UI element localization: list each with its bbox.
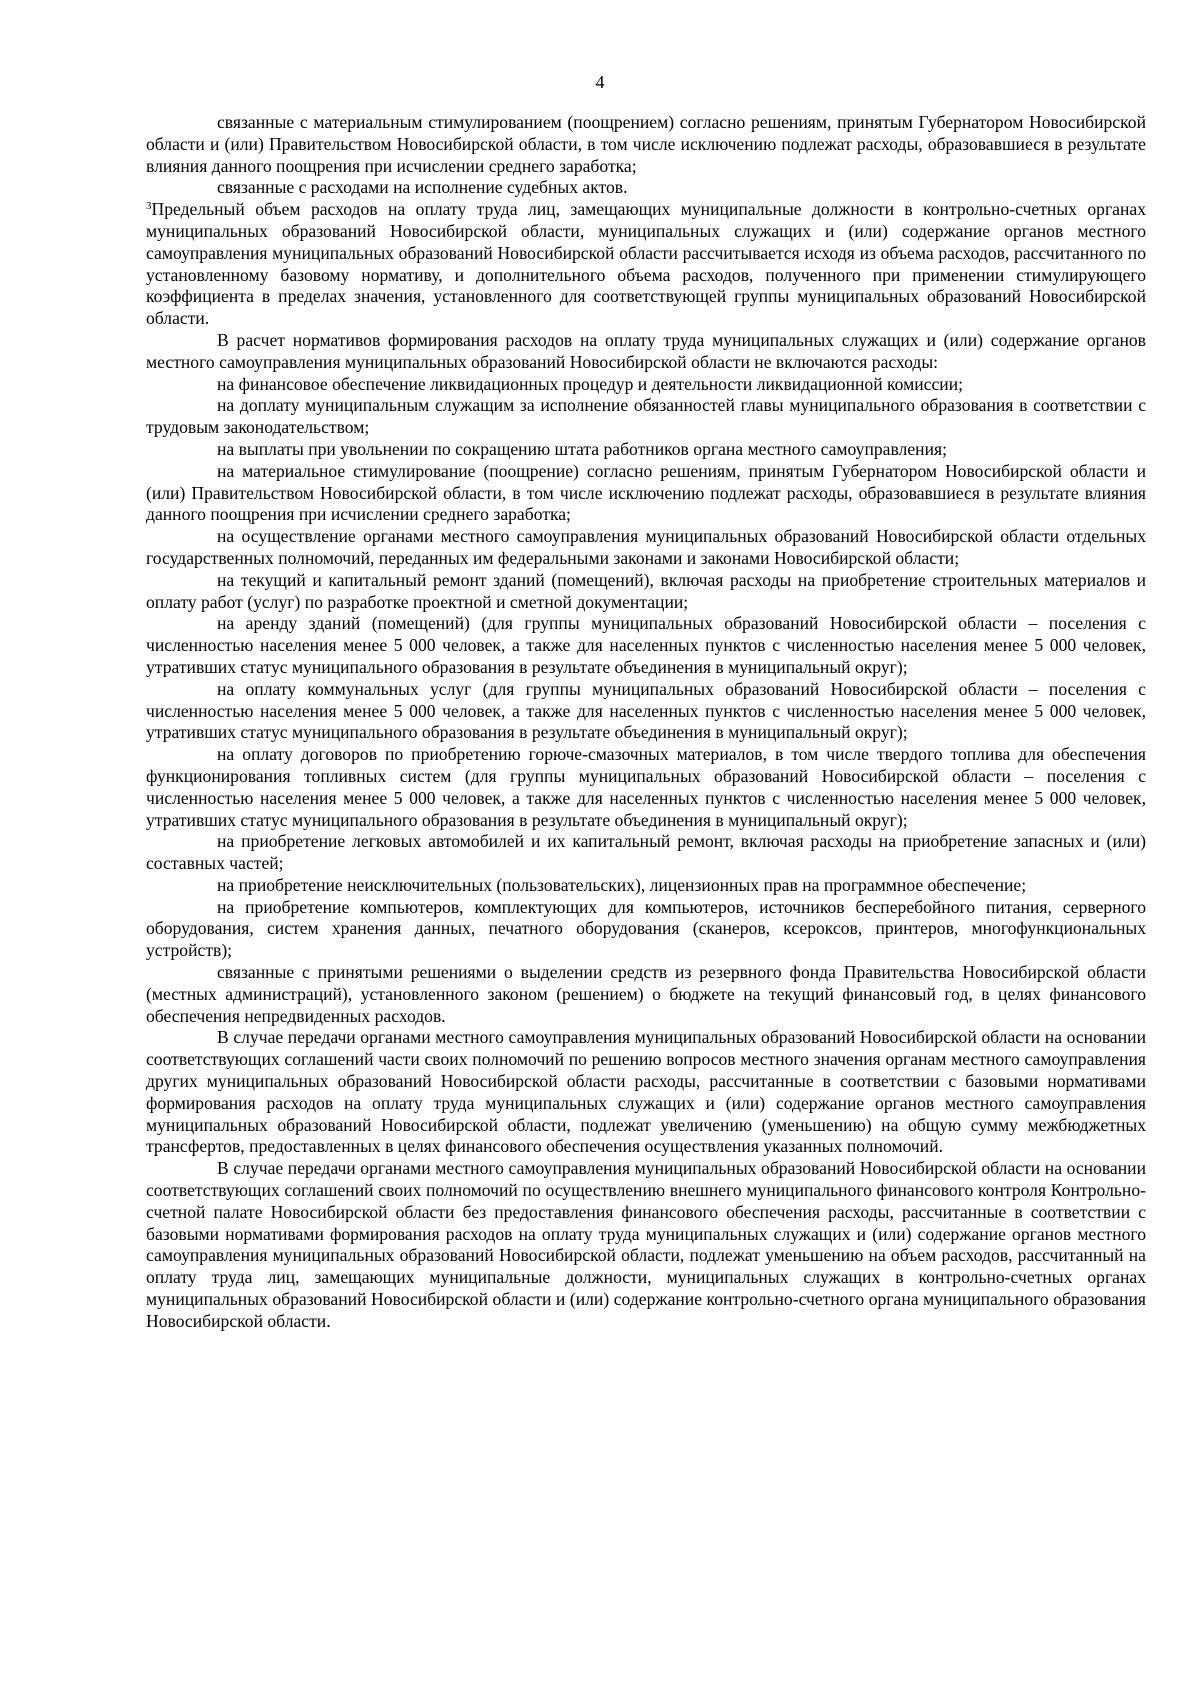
paragraph: В расчет нормативов формирования расходов на оплату труда муниципальных служащих и (или) содержание органов местного самоуправления муниципальных образований Новосибирской области не включаются расходы: <box>146 329 1146 372</box>
paragraph: на осуществление органами местного самоуправления муниципальных образований Новосибирской области отдельных государственных полномочий, переданных им федеральными законами и законами Новосибирской области; <box>146 526 1146 568</box>
document-body <box>146 112 1146 1333</box>
paragraph: на текущий и капитальный ремонт зданий (помещений), включая расходы на приобретение строительных материалов и оплату работ (услуг) по разработке проектной и сметной документации; <box>146 569 1146 612</box>
paragraph: на приобретение компьютеров, комплектующих для компьютеров, источников бесперебойного питания, серверного оборудования, систем хранения данных, печатного оборудования (сканеров, ксероксов, принтеров, многофункциональных устройств); <box>146 896 1146 961</box>
paragraph: на приобретение неисключительных (пользовательских), лицензионных прав на программное обеспечение; <box>217 874 1027 895</box>
paragraph: на аренду зданий (помещений) (для группы муниципальных образований Новосибирской области – поселения с численностью населения менее 5 000 человек, а также для населенных пунктов с численностью населения менее 5 000 человек, утративших статус муниципального образования в результате объединения в муниципальный округ); <box>146 613 1146 677</box>
paragraph: В случае передачи органами местного самоуправления муниципальных образований Новосибирской области на основании соответствующих соглашений части своих полномочий по решению вопросов местного значения органам местного самоуправления других муниципальных образований Новосибирской области расходы, рассчитанные в соответствии с базовыми нормативами формирования расходов на оплату труда муниципальных служащих и (или) содержание органов местного самоуправления муниципальных образований Новосибирской области, подлежат увеличению (уменьшению) на общую сумму межбюджетных трансфертов, предоставленных в целях финансового обеспечения осуществления указанных полномочий. <box>146 1027 1146 1157</box>
paragraph: В случае передачи органами местного самоуправления муниципальных образований Новосибирской области на основании соответствующих соглашений своих полномочий по осуществлению внешнего муниципального финансового контроля Контрольно-счетной палате Новосибирской области без предоставления финансового обеспечения расходы, рассчитанные в соответствии с базовыми нормативами формирования расходов на оплату труда муниципальных служащих и (или) содержание органов местного самоуправления муниципальных образований Новосибирской области, подлежат уменьшению на объем расходов, рассчитанный на оплату труда лиц, замещающих муниципальные должности, муниципальных служащих в контрольно-счетных органах муниципальных образований Новосибирской области и (или) содержание контрольно-счетного органа муниципального образования Новосибирской области. <box>146 1158 1146 1331</box>
paragraph: на выплаты при увольнении по сокращению штата работников органа местного самоуправления; <box>217 438 947 459</box>
footnote-paragraph <box>146 199 1146 330</box>
paragraph: на доплату муниципальным служащим за исполнение обязанностей главы муниципального образования в соответствии с трудовым законодательством; <box>146 395 1146 438</box>
page-number: 4 <box>595 72 605 92</box>
paragraph: на материальное стимулирование (поощрение) согласно решениям, принятым Губернатором Новосибирской области и (или) Правительством Новосибирской области, в том числе исключению подлежат расходы, образовавшиеся в результате влияния данного поощрения при исчислении среднего заработка; <box>146 460 1146 525</box>
paragraph: связанные с материальным стимулированием (поощрением) согласно решениям, принятым Губернатором Новосибирской области и (или) Правительством Новосибирской области, в том числе исключению подлежат расходы, образовавшиеся в результате влияния данного поощрения при исчислении среднего заработка; <box>146 112 1146 176</box>
paragraph: на приобретение легковых автомобилей и их капитальный ремонт, включая расходы на приобретение запасных и (или) составных частей; <box>146 831 1146 874</box>
paragraph: на оплату договоров по приобретению горюче-смазочных материалов, в том числе твердого топлива для обеспечения функционирования топливных систем (для группы муниципальных образований Новосибирской области – поселения с численностью населения менее 5 000 человек, а также для населенных пунктов с численностью населения менее 5 000 человек, утративших статус муниципального образования в результате объединения в муниципальный округ); <box>146 744 1146 830</box>
paragraph: связанные с принятыми решениями о выделении средств из резервного фонда Правительства Новосибирской области (местных администраций), установленного законом (решением) о бюджете на текущий финансовый год, в целях финансового обеспечения непредвиденных расходов. <box>146 962 1146 1026</box>
footnote-mark: 3 <box>146 200 152 213</box>
paragraph: на оплату коммунальных услуг (для группы муниципальных образований Новосибирской области – поселения с численностью населения менее 5 000 человек, а также для населенных пунктов с численностью населения менее 5 000 человек, утративших статус муниципального образования в результате объединения в муниципальный округ); <box>146 678 1146 743</box>
paragraph: связанные с расходами на исполнение судебных актов. <box>217 177 628 198</box>
footnote-text: Предельный объем расходов на оплату труда лиц, замещающих муниципальные должности в контрольно-счетных органах муниципальных образований Новосибирской области, муниципальных служащих и (или) содержание органов местного самоуправления муниципальных образований Новосибирской области рассчитывается исходя из объема расходов, рассчитанного по установленному базовому нормативу, и дополнительного объема расходов, полученного при применении стимулирующего коэффициента в пределах значения, установленного для соответствующей группы муниципальных образований Новосибирской области. <box>146 199 1146 329</box>
paragraph: на финансовое обеспечение ликвидационных процедур и деятельности ликвидационной комиссии; <box>217 373 964 394</box>
